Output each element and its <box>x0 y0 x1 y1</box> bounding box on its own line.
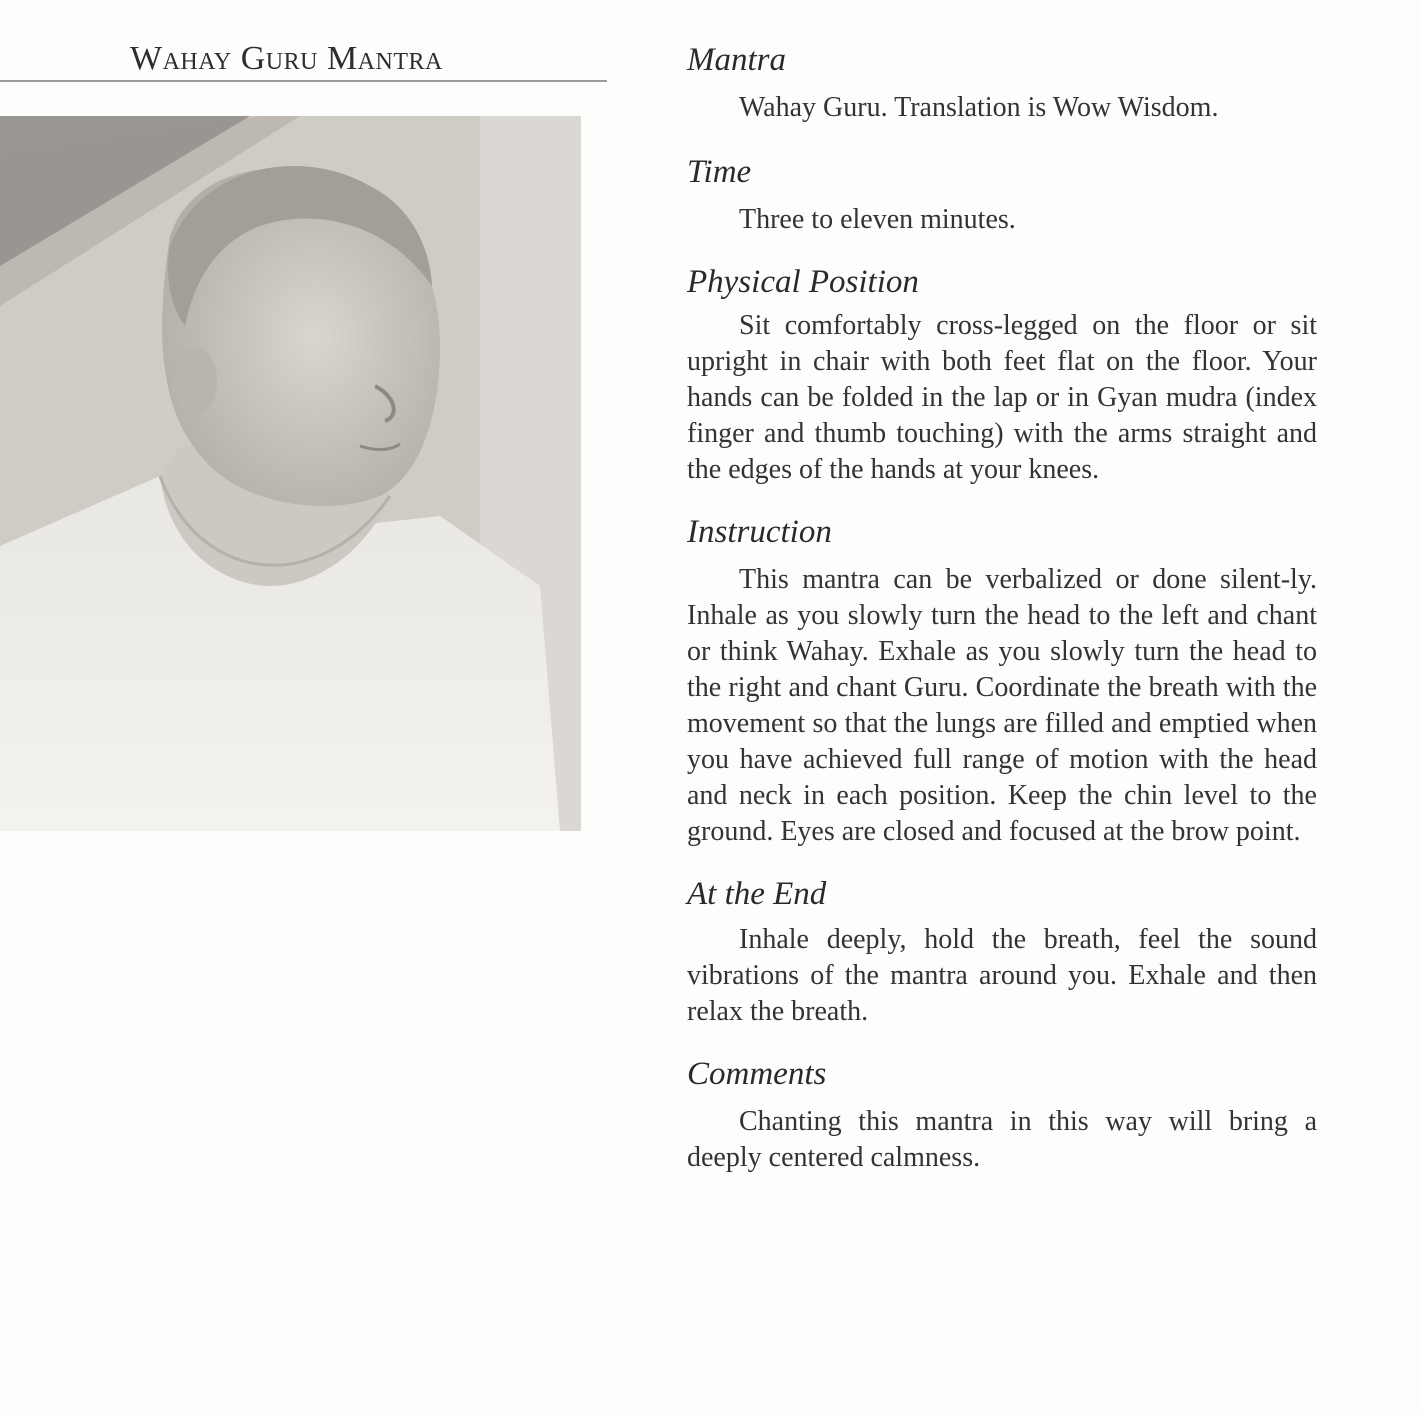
section-time <box>687 150 1317 238</box>
person-photo <box>0 116 581 831</box>
section-body: Inhale deeply, hold the breath, feel the sound vibrations of the mantra around you. Exhale and then relax the breath. <box>687 924 1317 1027</box>
page-title: Wahay Guru Mantra <box>130 40 443 77</box>
section-heading: At the End <box>687 876 827 912</box>
section-instruction <box>687 510 1317 850</box>
section-at-the-end <box>687 872 1317 1030</box>
title-divider <box>0 80 607 82</box>
section-body: Three to eleven minutes. <box>739 204 1016 235</box>
section-body: Chanting this mantra in this way will bring a deeply centered calmness. <box>687 1106 1317 1173</box>
section-mantra <box>687 38 1317 126</box>
section-comments <box>687 1052 1317 1176</box>
section-heading: Physical Position <box>687 264 919 300</box>
section-heading: Instruction <box>687 514 832 550</box>
section-heading: Mantra <box>687 42 786 78</box>
section-body: Sit comfortably cross-legged on the floor or sit upright in chair with both feet flat on the floor. Your hands can be folded in the lap or in Gyan mudra (index finger and thumb touching) with the arms straight and the edges of the hands at your knees. <box>687 310 1317 485</box>
person-photo-icon <box>0 116 581 831</box>
section-physical-position <box>687 260 1317 488</box>
section-body: Wahay Guru. Translation is Wow Wisdom. <box>739 92 1219 123</box>
section-heading: Time <box>687 154 752 190</box>
section-heading: Comments <box>687 1056 827 1092</box>
instructions-column <box>687 38 1317 1176</box>
section-body: This mantra can be verbalized or done silent-ly. Inhale as you slowly turn the head to the left and chant or think Wahay. Exhale as you slowly turn the head to the right and chant Guru. Coordinate the breath with the movement so that the lungs are filled and emptied when you have achieved full range of motion with the head and neck in each position. Keep the chin level to the ground. Eyes are closed and focused at the brow point. <box>687 564 1317 847</box>
